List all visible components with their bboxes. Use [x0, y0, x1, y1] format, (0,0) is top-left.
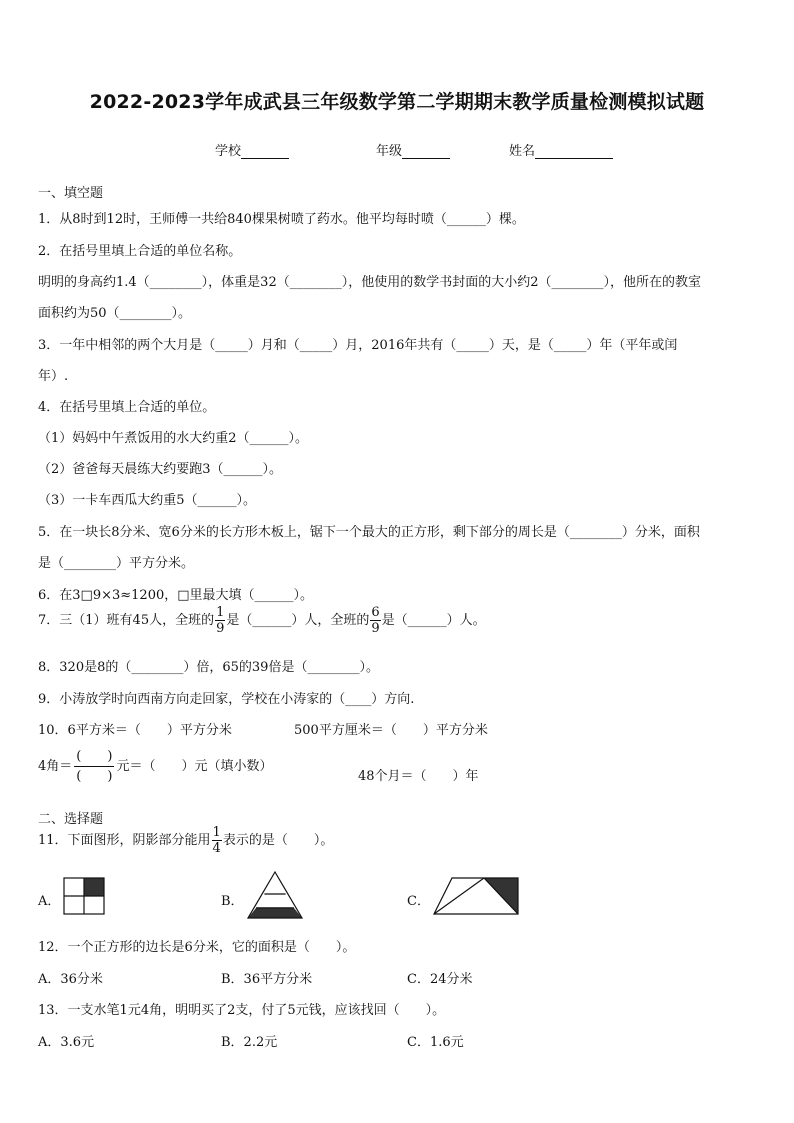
question-12-option-b: B．36平方分米 — [221, 972, 313, 987]
question-2-line2: 明明的身高约1.4（________），体重是32（________），他使用的数学书封面的大小约2（________），他所在的教室 — [38, 275, 701, 290]
fraction-numerator: 6 — [371, 605, 380, 620]
question-4-sub3: （3）一卡车西瓜大约重5（______）。 — [38, 493, 257, 508]
question-13-option-b: B．2.2元 — [221, 1035, 278, 1050]
question-10-c-prefix: 4角＝ — [38, 759, 73, 774]
blank-numerator: ( ) — [74, 750, 114, 767]
question-4-stem: 4．在括号里填上合适的单位。 — [38, 400, 216, 415]
option-a-label: A． — [38, 894, 61, 909]
question-3-line1: 3．一年中相邻的两个大月是（_____）月和（_____）月，2016年共有（_____）天，是（_____）年（平年或闰 — [38, 338, 678, 353]
parallelogram-figure — [432, 877, 520, 915]
question-9: 9．小涛放学时向西南方向走回家，学校在小涛家的（____）方向. — [38, 692, 415, 707]
blank-denominator: ( ) — [76, 769, 113, 784]
name-field — [509, 140, 613, 159]
question-13-option-a: A．3.6元 — [38, 1035, 95, 1050]
fraction-numerator: 1 — [216, 605, 225, 620]
option-b-label: B． — [221, 894, 244, 909]
question-10-c-suffix: 元＝（ ）元（填小数） — [116, 759, 273, 774]
fraction-six-ninths — [370, 606, 380, 635]
school-blank — [241, 144, 289, 159]
triangle-figure — [245, 870, 305, 920]
question-1: 1．从8时到12时，王师傅一共给840棵果树喷了药水。他平均每时喷（______）棵。 — [38, 212, 525, 227]
question-12: 12．一个正方形的边长是6分米，它的面积是（ ）。 — [38, 940, 356, 955]
fraction-denominator: 4 — [212, 841, 221, 856]
question-12-option-a: A．36分米 — [38, 972, 103, 987]
question-10-part-c — [38, 750, 272, 783]
question-11-post: 表示的是（ ）。 — [222, 833, 334, 848]
question-2-stem: 2．在括号里填上合适的单位名称。 — [38, 244, 242, 259]
question-10-part-a: 10．6平方米＝（ ）平方分米 — [38, 723, 232, 738]
shaded-band — [248, 908, 302, 918]
school-field — [215, 140, 289, 159]
question-8: 8．320是8的（________）倍，65的39倍是（________）。 — [38, 660, 379, 675]
shaded-quarter — [84, 878, 104, 896]
fraction-denominator: 9 — [216, 621, 225, 636]
grade-label: 年级 — [376, 144, 403, 159]
fraction-one-ninth — [215, 606, 225, 635]
question-4-sub2: （2）爸爸每天晨练大约要跑3（______）。 — [38, 462, 283, 477]
question-5-line2: 是（________）平方分米。 — [38, 556, 195, 571]
question-3-line2: 年）. — [38, 369, 69, 384]
question-12-option-c: C．24分米 — [407, 972, 473, 987]
section-heading-fill: 一、填空题 — [38, 186, 104, 201]
question-7 — [38, 606, 486, 635]
question-6: 6．在3□9×3≈1200，□里最大填（______）。 — [38, 588, 314, 603]
name-label: 姓名 — [509, 144, 536, 159]
question-7-part-a: 7．三（1）班有45人，全班的 — [38, 613, 215, 628]
fraction-one-quarter — [212, 826, 222, 855]
name-blank — [535, 144, 613, 159]
question-13-option-c: C．1.6元 — [407, 1035, 464, 1050]
question-13: 13．一支水笔1元4角，明明买了2支，付了5元钱，应该找回（ ）。 — [38, 1003, 446, 1018]
page-title: 2022-2023学年成武县三年级数学第二学期期末教学质量检测模拟试题 — [89, 91, 705, 113]
fraction-denominator: 9 — [371, 621, 380, 636]
school-label: 学校 — [215, 144, 242, 159]
blank-fraction — [74, 750, 114, 783]
option-c-label: C． — [407, 894, 430, 909]
question-7-part-b: 是（______）人，全班的 — [226, 613, 370, 628]
question-2-line3: 面积约为50（________）。 — [38, 306, 192, 321]
grade-field — [376, 140, 450, 159]
grade-blank — [402, 144, 450, 159]
question-10-part-d: 48个月＝（ ）年 — [358, 769, 479, 784]
question-11-pre: 11．下面图形，阴影部分能用 — [38, 833, 211, 848]
fraction-numerator: 1 — [212, 825, 221, 840]
question-11 — [38, 826, 333, 855]
section-heading-choice: 二、选择题 — [38, 812, 104, 827]
question-5-line1: 5．在一块长8分米、宽6分米的长方形木板上，锯下一个最大的正方形，剩下部分的周长是（________）分米，面积 — [38, 525, 700, 540]
question-4-sub1: （1）妈妈中午煮饭用的水大约重2（______）。 — [38, 431, 309, 446]
question-7-part-c: 是（______）人。 — [381, 613, 486, 628]
grid-square-figure — [63, 877, 105, 915]
question-10-part-b: 500平方厘米＝（ ）平方分米 — [294, 723, 488, 738]
